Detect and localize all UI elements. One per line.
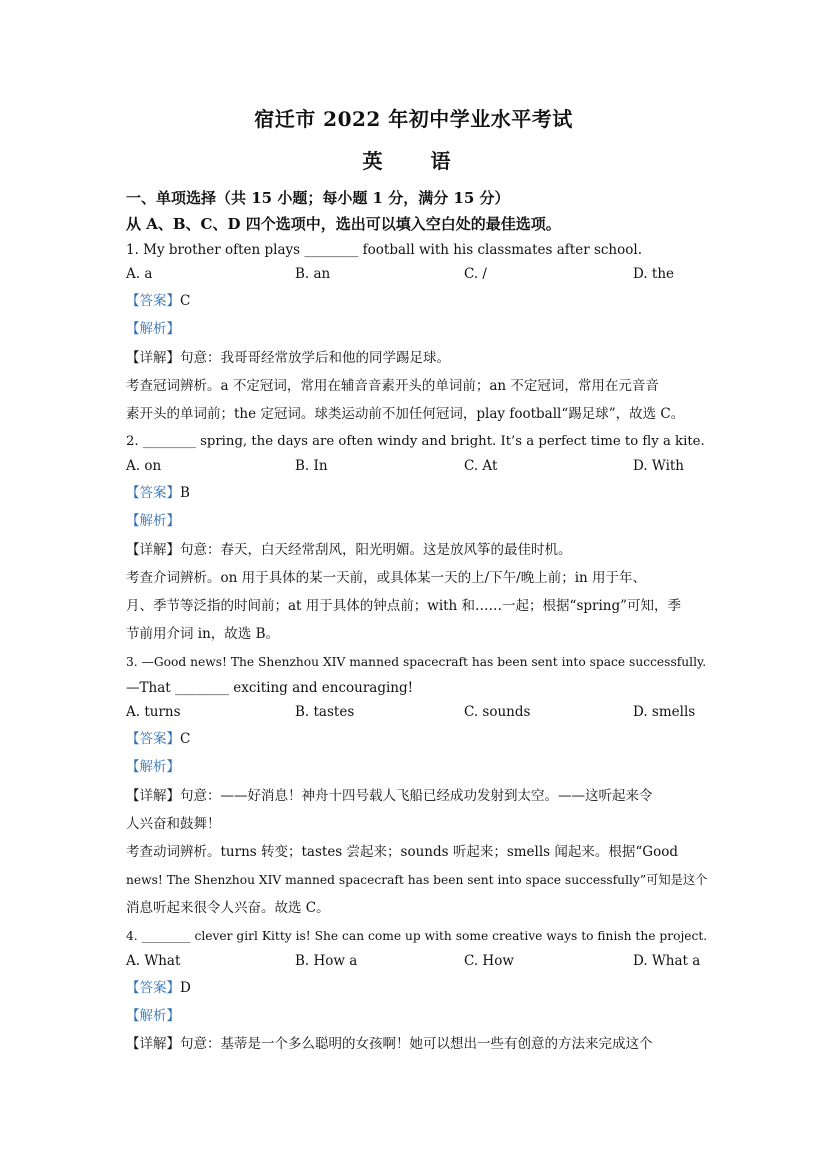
- explain-line: news! The Shenzhou XIV manned spacecraft has been sent into space successfully”可知是这个: [126, 873, 708, 887]
- analysis-tag: 【解析】: [126, 1008, 180, 1024]
- explain-line: 考查介词辨析。on 用于具体的某一天前，或具体某一天的上/下午/晚上前；in 用于年、: [126, 570, 647, 586]
- analysis-tag-line: [126, 758, 706, 776]
- option-b: B. an: [295, 266, 331, 282]
- detail-line: [126, 541, 706, 559]
- detail-text: 句意：春天，白天经常刮风，阳光明媚。这是放风筝的最佳时机。: [180, 542, 572, 558]
- section-heading: 一、单项选择（共 15 小题；每小题 1 分，满分 15 分）: [126, 189, 510, 207]
- answer-value: D: [180, 980, 191, 996]
- detail-line: [126, 787, 706, 805]
- answer-tag: 【答案】: [126, 485, 180, 501]
- option-d: D. smells: [633, 704, 696, 720]
- explain-line: 消息听起来很令人兴奋。故选 C。: [126, 900, 330, 916]
- answer-tag: 【答案】: [126, 293, 180, 309]
- question-stem: 1. My brother often plays ________ football with his classmates after school.: [126, 242, 642, 258]
- subject-title: 英 语: [362, 149, 465, 173]
- option-d: D. With: [633, 458, 685, 474]
- explain-line: 节前用介词 in，故选 B。: [126, 626, 280, 642]
- analysis-tag-line: [126, 512, 706, 530]
- detail-text: 句意：——好消息！神舟十四号载人飞船已经成功发射到太空。——这听起来令: [180, 788, 653, 804]
- detail-line: 人兴奋和鼓舞！: [126, 816, 221, 832]
- answer-tag: 【答案】: [126, 980, 180, 996]
- detail-tag: 【详解】: [126, 350, 180, 366]
- option-b: B. In: [295, 458, 328, 474]
- answer-line: [126, 292, 706, 310]
- answer-tag: 【答案】: [126, 731, 180, 747]
- answer-value: B: [180, 485, 190, 501]
- analysis-tag-line: [126, 1007, 706, 1025]
- question-stem: 3. —Good news! The Shenzhou XIV manned spacecraft has been sent into space successfully.: [126, 655, 707, 669]
- analysis-tag: 【解析】: [126, 513, 180, 529]
- option-c: C. sounds: [464, 704, 531, 720]
- explain-line: 月、季节等泛指的时间前；at 用于具体的钟点前；with 和……一起；根据“spring”可知，季: [126, 598, 682, 614]
- option-c: C. /: [464, 266, 487, 282]
- option-a: A. on: [126, 458, 162, 474]
- answer-value: C: [180, 731, 191, 747]
- detail-line: [126, 1035, 706, 1053]
- analysis-tag: 【解析】: [126, 321, 180, 337]
- answer-line: [126, 730, 706, 748]
- instruction: 从 A、B、C、D 四个选项中，选出可以填入空白处的最佳选项。: [126, 215, 561, 233]
- explain-line: 考查冠词辨析。a 不定冠词，常用在辅音音素开头的单词前；an 不定冠词，常用在元音音: [126, 378, 659, 394]
- option-d: D. the: [633, 266, 675, 282]
- option-b: B. How a: [295, 953, 358, 969]
- option-c: C. How: [464, 953, 514, 969]
- explain-line: 考查动词辨析。turns 转变；tastes 尝起来；sounds 听起来；smells 闻起来。根据“Good: [126, 844, 678, 860]
- detail-tag: 【详解】: [126, 788, 180, 804]
- question-stem: —That ________ exciting and encouraging!: [126, 680, 414, 696]
- analysis-tag: 【解析】: [126, 759, 180, 775]
- option-a: A. a: [126, 266, 153, 282]
- detail-line: [126, 349, 706, 367]
- option-d: D. What a: [633, 953, 701, 969]
- detail-text: 句意：我哥哥经常放学后和他的同学踢足球。: [180, 350, 450, 366]
- option-a: A. turns: [126, 704, 181, 720]
- detail-text: 句意：基蒂是一个多么聪明的女孩啊！她可以想出一些有创意的方法来完成这个: [180, 1036, 653, 1052]
- exam-title: 宿迁市 2022 年初中学业水平考试: [254, 107, 573, 131]
- answer-value: C: [180, 293, 191, 309]
- option-b: B. tastes: [295, 704, 355, 720]
- analysis-tag-line: [126, 320, 706, 338]
- answer-line: [126, 484, 706, 502]
- explain-line: 素开头的单词前；the 定冠词。球类运动前不加任何冠词，play football“踢足球”，故选 C。: [126, 406, 685, 422]
- detail-tag: 【详解】: [126, 1036, 180, 1052]
- detail-tag: 【详解】: [126, 542, 180, 558]
- answer-line: [126, 979, 706, 997]
- option-c: C. At: [464, 458, 498, 474]
- question-stem: 2. ________ spring, the days are often windy and bright. It’s a perfect time to fly a kite.: [126, 434, 705, 449]
- question-stem: 4. ________ clever girl Kitty is! She can come up with some creative ways to finish the project.: [126, 929, 708, 943]
- option-a: A. What: [126, 953, 181, 969]
